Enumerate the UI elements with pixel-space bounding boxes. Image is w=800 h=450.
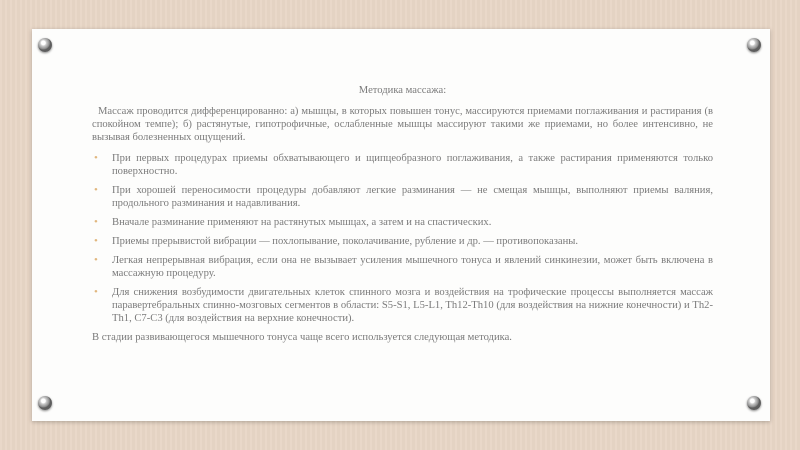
intro-paragraph: Массаж проводится дифференцированно: а) мышцы, в которых повышен тонус, массируются приемами поглаживания и растирания (в спокойном темпе); б) растянутые, гипотрофичные, ослабленные мышцы массируют такими же приемами, но более интенсивно, не вызывая болезненных ощущений. (92, 106, 713, 143)
list-item-text: При первых процедурах приемы обхватывающего и щипцеобразного поглаживания, а также растирания применяются только поверхностно. (112, 153, 713, 177)
list-item-text: Приемы прерывистой вибрации — похлопывание, поколачивание, рубление и др. — противопоказаны. (112, 236, 579, 247)
list-item-text: Вначале разминание применяют на растянутых мышцах, а затем и на спастических. (112, 217, 492, 228)
slide-content (92, 84, 713, 344)
list-item (92, 235, 713, 248)
list-item (92, 254, 713, 280)
bullet-icon: • (94, 235, 98, 247)
closing-paragraph: В стадии развивающегося мышечного тонуса чаще всего используется следующая методика. (92, 332, 512, 343)
slide-title: Методика массажа: (358, 85, 447, 96)
bullet-icon: • (94, 152, 98, 164)
bullet-icon: • (94, 184, 98, 196)
pushpin-icon (747, 38, 761, 52)
list-item (92, 216, 713, 229)
bullet-icon: • (94, 254, 98, 266)
list-item-text: При хорошей переносимости процедуры добавляют легкие разминания — не смещая мышцы, выполняют приемы валяния, продольного разминания и надавливания. (112, 185, 713, 209)
pushpin-icon (38, 396, 52, 410)
list-item-text: Легкая непрерывная вибрация, если она не вызывает усиления мышечного тонуса и явлений синкинезии, может быть включена в массажную процедуру. (112, 255, 713, 279)
list-item-text: Для снижения возбудимости двигательных клеток спинного мозга и воздействия на трофические процессы выполняется массаж паравертебральных спинно-мозговых сегментов в области: S5-S1, L5-L1, Th12-Th10 (для воздействия на нижние конечности) и Th2-Th1, C7-C3 (для воздействия на верхние конечности). (112, 287, 713, 324)
list-item (92, 184, 713, 210)
list-item (92, 286, 713, 325)
pushpin-icon (747, 396, 761, 410)
bullet-icon: • (94, 286, 98, 298)
bullet-list (92, 152, 713, 325)
bullet-icon: • (94, 216, 98, 228)
list-item (92, 152, 713, 178)
pushpin-icon (38, 38, 52, 52)
